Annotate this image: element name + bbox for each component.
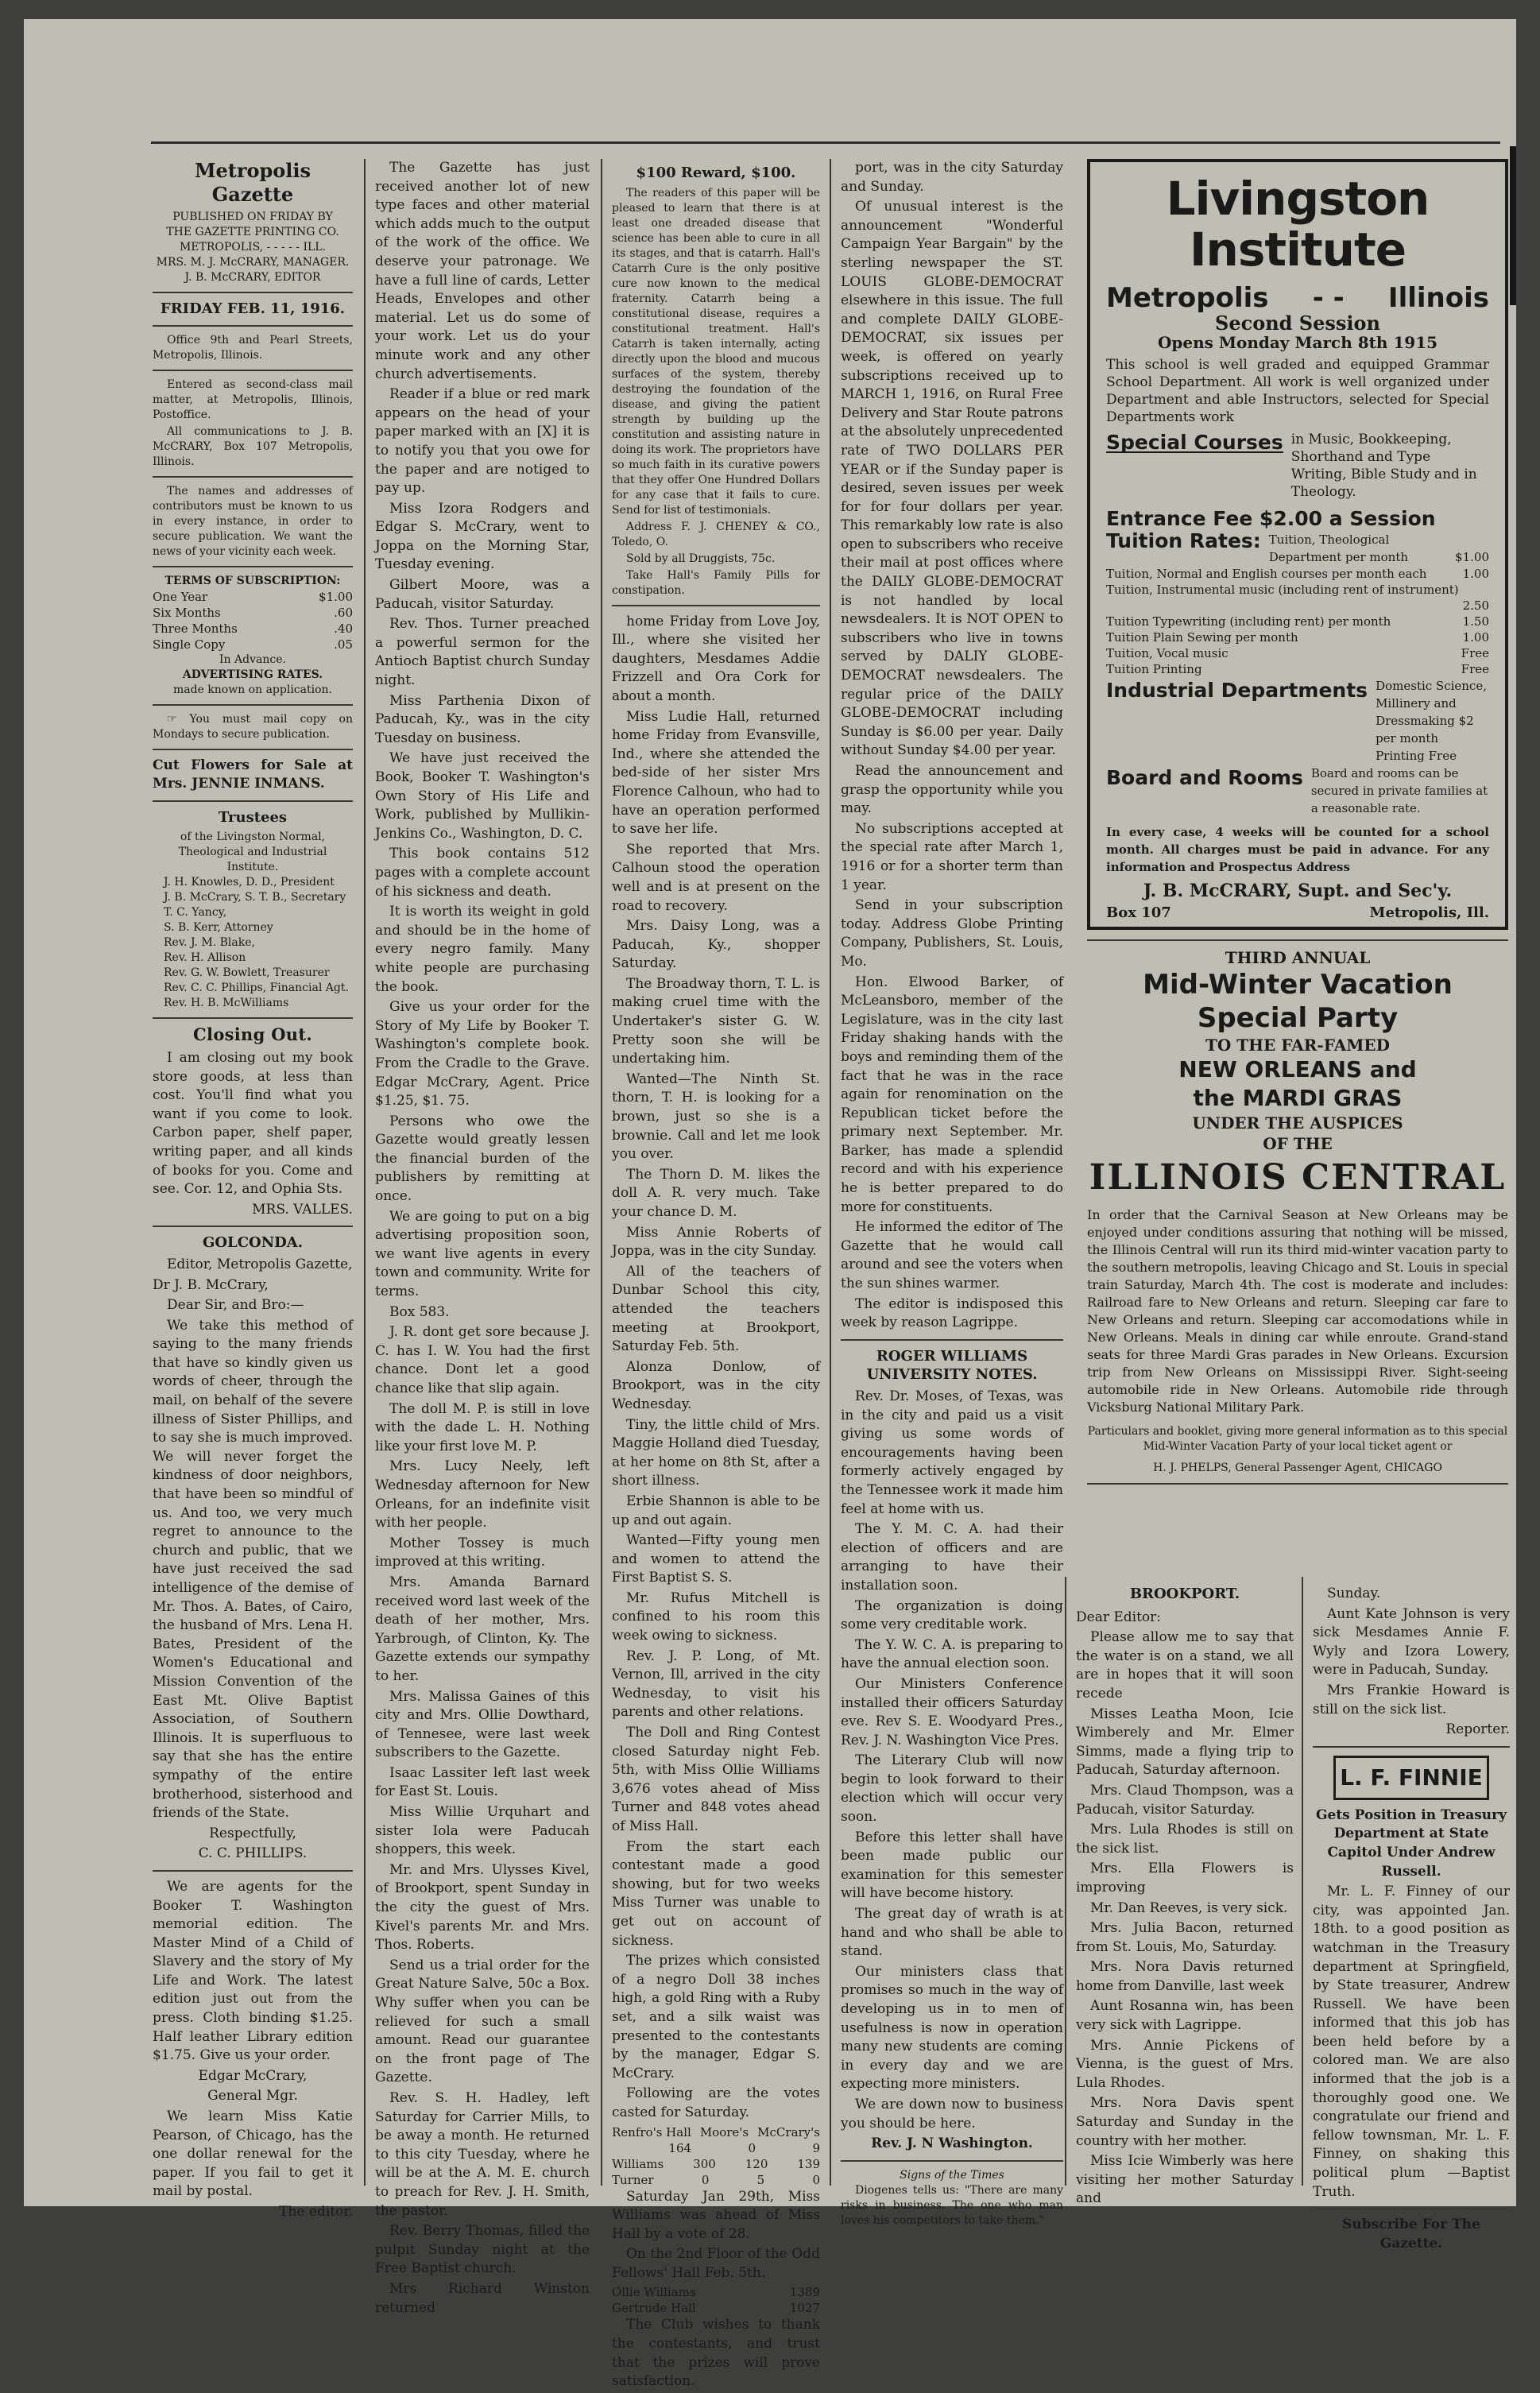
divider: [1087, 1483, 1508, 1485]
terms-table: [153, 589, 353, 652]
col4-paragraphs: [841, 159, 1063, 1333]
column-rule: [1302, 1577, 1303, 2186]
institute-intro: This school is well graded and equipped Grammar School Department. All work is well organized under Department and able Instructors, selected for Special Departments work: [1106, 357, 1489, 425]
livingston-institute-ad: [1087, 159, 1508, 930]
paragraph: Please allow me to say that the water is on a stand, we all are in hopes that it will soon recede: [1076, 1629, 1294, 1702]
board-and-rooms: Board and Rooms Board and rooms can be secured in private families at a reasonable rate.: [1106, 766, 1488, 815]
newspaper-page: [24, 19, 1516, 2390]
paragraph: Read the announcement and grasp the opportunity while you may.: [841, 763, 1063, 817]
golconda-title: GOLCONDA.: [202, 1234, 303, 1252]
paragraph: This book contains 512 pages with a complete account of his sickness and death.: [375, 846, 590, 900]
contributor-notice: The names and addresses of contributors must be known to us in every instance, in order to secure publication. We want the news of your vicinity each week.: [153, 484, 353, 558]
paragraph: Miss Parthenia Dixon of Paducah, Ky., was in the city Tuesday on business.: [375, 692, 590, 746]
divider: [153, 704, 353, 706]
special-courses: Special Courses in Music, Bookkeeping, Shorthand and Type Writing, Bible Study and in Theology.: [1106, 431, 1477, 500]
pearson-notice: We learn Miss Katie Pearson, of Chicago, has the one dollar renewal for the paper. If you fail to get it mail by postal.: [153, 2108, 353, 2200]
particulars: Particulars and booklet, giving more general information as to this special Mid-Winter Vacation Party of your local ticket agent or: [1087, 1425, 1508, 1453]
paragraph: Mrs. Nora Davis spent Saturday and Sunday in the country with her mother.: [1076, 2095, 1294, 2149]
list-item: Rev. G. W. Bowlett, Treasurer: [164, 966, 330, 980]
vacation-to: TO THE FAR-FAMED: [1205, 1036, 1390, 1055]
table-row: Williams 300 120 139: [612, 2156, 820, 2171]
paragraph: Hon. Elwood Barker, of McLeansboro, member of the Legislature, was in the city last Friday shaking hands with the boys and reminding them of the fact that he was in the race again for renomination on the Republican ticket before the primary next September. Mr. Barker, has made a splendid record and with his experience he is better prepared to do more for constituents.: [841, 974, 1063, 1215]
divider: [153, 1017, 353, 1019]
list-item: Rev. C. C. Phillips, Financial Agt.: [164, 982, 349, 995]
reward-text: The readers of this paper will be pleased to learn that there is at least one dreaded disease that science has been able to cure in all its stages, and that is catarrh. Hall's Catarrh Cure is the only positive cure now known to the medical fraternity. Catarrh being a constitutional disease, requires a constitutional treatment. Hall's Catarrh is taken internally, acting directly upon the blood and mucous surfaces of the system, thereby destroying the foundation of the disease, and giving the patient strength by building up the constitution and assisting nature in doing its work. The proprietors have so much faith in its curative powers that they offer One Hundred Dollars for any case that it fails to cure. Send for list of testimonials.: [612, 186, 820, 517]
rate-row: Tuition, Instrumental music (including rent of instrument): [1106, 583, 1459, 597]
institute-city: Metropolis - - Illinois: [1106, 282, 1489, 314]
paragraph: Mrs. Julia Bacon, returned from St. Louis, Mo, Saturday.: [1076, 1920, 1294, 1955]
entered-notice: Entered as second-class mail matter, at Metropolis, Illinois, Postoffice.: [153, 378, 353, 421]
finnie-title: L. F. FINNIE: [1333, 1756, 1489, 1800]
terms-row: One Year $1.00: [153, 589, 353, 604]
in-advance: In Advance.: [219, 652, 286, 666]
column-3: [612, 159, 820, 2393]
golconda-text: We take this method of saying to the many friends that have so kindly given us words of cheer, through the mail, on behalf of the severe illness of Sister Phillips, and to say she is much improved. We will never forget the kindness of door neighbors, that have been so mindful of us. And too, we very much regret to announce to the church and public, that we have just received the sad intelligence of the demise of Mr. Thos. A. Bates, of Cairo, the husband of Mrs. Lena H. Bates, President of the Women's Educational and Mission Convention of the East Mt. Olive Baptist Association, of Southern Illinois. It is superfluous to say that she has the entire sympathy of the entire brotherhood, sisterhood and friends of the State.: [153, 1317, 353, 1822]
paragraph: The great day of wrath is at hand and who shall be able to stand.: [841, 1906, 1063, 1960]
paragraph: Misses Leatha Moon, Icie Wimberely and Mr. Elmer Simms, made a flying trip to Paducah, Saturday afternoon.: [1076, 1706, 1294, 1779]
paragraph: Alonza Donlow, of Brookport, was in the city Wednesday.: [612, 1358, 820, 1412]
paragraph: The Y. M. C. A. had their election of officers and are arranging to have their installation soon.: [841, 1521, 1063, 1593]
paragraph: port, was in the city Saturday and Sunday.: [841, 160, 1063, 195]
address-notice: All communications to J. B. McCRARY, Box 107 Metropolis, Illinois.: [153, 424, 353, 468]
masthead-publisher: THE GAZETTE PRINTING CO.: [166, 226, 339, 238]
paragraph: Our ministers class that promises so much in the way of developing us in to men of usefulness is now in operation many new students are coming in every day and we are expecting more ministers.: [841, 1963, 1063, 2093]
pointing-hand-icon: ☞: [167, 712, 190, 726]
paragraph: The Thorn D. M. likes the doll A. R. very much. Take your chance D. M.: [612, 1166, 820, 1220]
paragraph: Wanted—The Ninth St. thorn, T. H. is looking for a brown, just so she is a brownie. Call and let me look you over.: [612, 1071, 820, 1163]
masthead-manager: MRS. M. J. McCRARY, MANAGER.: [156, 256, 350, 269]
masthead-title: Metropolis Gazette: [194, 159, 311, 206]
column-1: [153, 159, 353, 2224]
paragraph: Give us your order for the Story of My Life by Booker T. Washington's complete book. From the Cradle to the Grave. Edgar McCrary, Agent. Price $1.25, $1. 75.: [375, 999, 590, 1109]
divider: [153, 800, 353, 802]
paragraph: home Friday from Love Joy, Ill., where she visited her daughters, Mesdames Addie Frizzell and Ora Cork for about a month.: [612, 613, 820, 704]
flowers-ad: Cut Flowers for Sale at Mrs. JENNIE INMANS.: [153, 757, 353, 792]
paragraph: The editor is indisposed this week by reason Lagrippe.: [841, 1295, 1063, 1331]
divider: [841, 2160, 1063, 2162]
paragraph: Following are the votes casted for Saturday.: [612, 2085, 820, 2120]
paragraph: Before this letter shall have been made public our examination for this semester will have become history.: [841, 1829, 1063, 1902]
paragraph: Mrs. Daisy Long, was a Paducah, Ky., shopper Saturday.: [612, 918, 820, 972]
table-row: Gertrude Hall 1027: [612, 2301, 820, 2316]
annual: THIRD ANNUAL: [1225, 948, 1371, 967]
paragraph: We are going to put on a big advertising proposition soon, we want live agents in every town and community. Write for terms.: [375, 1208, 590, 1300]
list-item: T. C. Yancy,: [164, 906, 227, 920]
paragraph: Aunt Kate Johnson is very sick Mesdames Annie F. Wyly and Izora Lowery, were in Paducah, Sunday.: [1313, 1605, 1510, 1679]
industrial-departments: Industrial Departments Domestic Science, Millinery and Dressmaking $2 per month Printing Free: [1106, 679, 1487, 763]
paragraph: Mr. Rufus Mitchell is confined to his room this week owing to sickness.: [612, 1590, 820, 1644]
of-the: OF THE: [1263, 1134, 1333, 1153]
rate-row: Tuition, Vocal music Free: [1106, 646, 1489, 660]
rate-row: Tuition Plain Sewing per month 1.00: [1106, 630, 1489, 645]
odd-fellows: On the 2nd Floor of the Odd Fellows' Hall Feb. 5th.: [612, 2246, 820, 2281]
golconda-salute: Editor, Metropolis Gazette,: [167, 1256, 353, 1272]
agents-notice: We are agents for the Booker T. Washington memorial edition. The Master Mind of a Child of Slavery and the story of My Life and Work. The latest edition just out from the press. Cloth binding $1.25. Half leather Library edition $1.75. Give us your order.: [153, 1878, 353, 2064]
paragraph: No subscriptions accepted at the special rate after March 1, 1916 or for a shorter term than 1 year.: [841, 820, 1063, 893]
list-item: J. B. McCrary, S. T. B., Secretary: [164, 891, 346, 904]
divider: [153, 292, 353, 293]
paragraph: The Y. W. C. A. is preparing to have the annual election soon.: [841, 1636, 1063, 1672]
divider: [153, 749, 353, 750]
rate-row: Tuition Typewriting (including rent) per month 1.50: [1106, 614, 1489, 629]
paragraph: Tiny, the little child of Mrs. Maggie Holland died Tuesday, at her home on 8th St, after a short illness.: [612, 1416, 820, 1489]
paragraph: It is worth its weight in gold and should be in the home of every negro family. Many white people are purchasing the book.: [375, 904, 590, 995]
paragraph: The prizes which consisted of a negro Doll 38 inches high, a gold Ring with a Ruby set, and a silk waist was presented to the contestants by the manager, Edgar S. McCrary.: [612, 1953, 820, 2081]
paragraph: Rev. Berry Thomas, filled the pulpit Sunday night at the Free Baptist church.: [375, 2223, 590, 2277]
terms-title: TERMS OF SUBSCRIPTION:: [164, 574, 341, 587]
pearson-sign: The editor.: [279, 2204, 353, 2220]
paragraph: Mrs Frankie Howard is still on the sick list.: [1313, 1682, 1510, 1717]
opens-date: Opens Monday March 8th 1915: [1157, 333, 1438, 352]
brookport-title: BROOKPORT.: [1129, 1586, 1240, 1602]
masthead-editor: J. B. McCRARY, EDITOR: [184, 271, 321, 284]
paragraph: The Broadway thorn, T. L. is making cruel time with the Undertaker's sister G. W. Pretty soon she will be undertaking him.: [612, 975, 820, 1067]
masthead-place: METROPOLIS, - - - - - ILL.: [179, 241, 327, 254]
signs-title: Signs of the Times: [900, 2168, 1004, 2182]
list-item: J. H. Knowles, D. D., President: [164, 876, 335, 889]
paragraph: Reader if a blue or red mark appears on the head of your paper marked with an [X] it is to notify you that you owe for the paper and are notiged to pay up.: [375, 386, 590, 497]
paragraph: Rev. J. P. Long, of Mt. Vernon, Ill, arrived in the city Wednesday, to visit his parents and other relations.: [612, 1648, 820, 1721]
table-row: Renfro's Hall Moore's McCrary's: [612, 2124, 820, 2139]
divider: [841, 1339, 1063, 1341]
paragraph: Miss Ludie Hall, returned home Friday from Evansville, Ind., where she attended the bed-side of her sister Mrs Florence Calhoun, who had to have an operation performed to save her life.: [612, 708, 820, 838]
paragraph: Sunday.: [1327, 1586, 1381, 1601]
column-rule: [601, 159, 602, 2186]
brookport-dear: Dear Editor:: [1076, 1609, 1162, 1625]
column-6-lower: [1313, 1585, 1510, 2255]
divider: [153, 1870, 353, 1872]
roger-williams-title: ROGER WILLIAMS UNIVERSITY NOTES.: [866, 1347, 1038, 1384]
paragraph: Send in your subscription today. Address Globe Printing Company, Publishers, St. Louis, Mo.: [841, 897, 1063, 970]
finnie-headline: Gets Position in Treasury Department at State Capitol Under Andrew Russell.: [1315, 1806, 1507, 1880]
golconda-dear: Dear Sir, and Bro:—: [167, 1297, 304, 1314]
auspices: UNDER THE AUSPICES: [1192, 1113, 1403, 1133]
divider: [1087, 939, 1508, 941]
divider: [153, 566, 353, 567]
divider: [153, 476, 353, 478]
trustees-intro: of the Livingston Normal, Theological and Industrial Institute.: [178, 831, 327, 874]
divider: [153, 370, 353, 371]
paragraph: Gilbert Moore, was a Paducah, visitor Saturday.: [375, 577, 590, 612]
rate-row: Tuition, Normal and English courses per month each 1.00: [1106, 567, 1489, 581]
list-item: S. B. Kerr, Attorney: [164, 921, 273, 935]
paragraph: Our Ministers Conference installed their officers Saturday eve. Rev S. E. Woodyard Pres., Rev. J. N. Washington Vice Pres.: [841, 1675, 1063, 1748]
reward-title: $100 Reward, $100.: [636, 165, 796, 181]
paragraph: Mrs Richard Winston returned: [375, 2280, 590, 2316]
institute-footer: Box 107 Metropolis, Ill.: [1106, 904, 1489, 921]
signs-text: Diogenes tells us: "There are many risks in business. The one who man loves his competitors to take them.": [841, 2183, 1063, 2227]
table-row: Ollie Williams 1389: [612, 2285, 820, 2300]
roger-paragraphs: [841, 1388, 1063, 2133]
issue-date: FRIDAY FEB. 11, 1916.: [160, 300, 346, 317]
paragraph: Miss Willie Urquhart and sister Iola were Paducah shoppers, this week.: [375, 1804, 590, 1858]
reward-sold: Sold by all Druggists, 75c.: [626, 552, 776, 565]
column-2: [375, 159, 590, 2319]
column-rule: [830, 159, 831, 2186]
top-rule: [151, 141, 1500, 144]
votes-table: [612, 2124, 820, 2188]
paragraph: Mrs. Annie Pickens of Vienna, is the guest of Mrs. Lula Rhodes.: [1076, 2037, 1294, 2091]
paragraph: Mr. Dan Reeves, is very sick.: [1090, 1899, 1288, 1916]
paragraph: Mrs. Ella Flowers is improving: [1076, 1861, 1294, 1895]
illinois-central: ILLINOIS CENTRAL: [1089, 1157, 1507, 1198]
paragraph: Of unusual interest is the announcement "Wonderful Campaign Year Bargain" by the sterling newspaper the ST. LOUIS GLOBE-DEMOCRAT elsewhere in this issue. The full and complete DAILY GLOBE-DEMOCRAT, six issues per week, is offered on yearly subscriptions received up to MARCH 1, 1916, on Rural Free Delivery and Star Route patrons at the absolutely unprecedented rate of TWO DOLLARS PER YEAR or if the Sunday paper is desired, seven issues per week for for four dollars per year. This remarkably low rate is also open to subscribers who receive their mail at post offices where the DAILY GLOBE-DEMOCRAT is not handled by local newsdealers. It is NOT OPEN to subscribers who live in towns served by DALIY GLOBE-DEMOCRAT newsdealers. The regular price of the DAILY GLOBE-DEMOCRAT including Sunday is $6.00 per year. Daily without Sunday $4.00 per year.: [841, 199, 1063, 759]
mail-copy-notice: ☞ You must mail copy on Mondays to secure publication.: [153, 712, 353, 741]
divider: [1313, 2208, 1510, 2209]
paragraph: The Gazette has just received another lot of new type faces and other material which adds much to the output of the work of the office. We deserve your patronage. We have a full line of cards, Letter Heads, Envelopes and other material. Let us do some of your work. Let us do your minute work and any other church advertisements.: [375, 160, 590, 382]
rate-row: Tuition Printing Free: [1106, 662, 1489, 676]
paragraph: Mrs. Claud Thompson, was a Paducah, visitor Saturday.: [1076, 1782, 1294, 1818]
col6-paragraphs: [1313, 1585, 1510, 1719]
paragraph: She reported that Mrs. Calhoun stood the operation well and is at present on the road to recovery.: [612, 841, 820, 914]
closing-out-text: I am closing out my book store goods, at less than cost. You'll find what you want if you come to look. Carbon paper, shelf paper, writing paper, and all kinds of books for you. Come and see. Cor. 12, and Ophia Sts.: [153, 1049, 353, 1198]
paragraph: Mrs. Lucy Neely, left Wednesday afternoon for New Orleans, for an indefinite visit with her people.: [375, 1458, 590, 1531]
list-item: Rev. J. M. Blake,: [164, 936, 255, 950]
entrance-fee: Entrance Fee $2.00 a Session: [1106, 507, 1436, 530]
paragraph: Send us a trial order for the Great Nature Salve, 50c a Box. Why suffer when you can be relieved for such a small amount. Read our guarantee on the front page of The Gazette.: [375, 1957, 590, 2086]
closing-out-title: Closing Out.: [193, 1024, 312, 1045]
paragraph: Mrs. Amanda Barnard received word last week of the death of her mother, Mrs. Yarbrough, of Clinton, Ky. The Gazette extends our sympathy to her.: [375, 1574, 590, 1684]
paragraph: Aunt Rosanna win, has been very sick with Lagrippe.: [1076, 1998, 1294, 2034]
vacation-body: In order that the Carnival Season at New Orleans may be enjoyed under conditions assuring that nothing will be missed, the Illinois Central will run its third mid-winter vacation party to the southern metropolis, leaving Chicago and St. Louis in special train Saturday, March 4th. The cost is moderate and includes: Railroad fare to New Orleans and return. Sleeping car fare to New Orleans and return. Sleeping car accomodations while in New Orleans. Meals in dining car while enroute. Grand-stand seats for three Mardi Gras parades in New Orleans. Excursion trip from New Orleans on Mississippi River. Sight-seeing automobile ride in New Orleans. Automobile ride through Vicksburg National Military Park.: [1087, 1207, 1508, 1415]
tuition-rates: Tuition Rates: Tuition, Theological Department per month $1.00: [1106, 529, 1489, 564]
column-rule: [364, 159, 366, 2186]
terms-row: Single Copy .05: [153, 637, 353, 652]
paragraph: The Doll and Ring Contest closed Saturday night Feb. 5th, with Miss Ollie Williams 3,676 votes ahead of Miss Turner and 848 votes ahead of Miss Hall.: [612, 1725, 820, 1834]
column-rule: [1065, 1577, 1066, 2186]
adv-rates-note: made known on application.: [172, 683, 332, 696]
paragraph: J. R. dont get sore because J. C. has I. W. You had the first chance. Dont let a good chance like that slip again.: [375, 1324, 590, 1396]
golconda-sign: C. C. PHILLIPS.: [198, 1845, 308, 1862]
roger-sign: Rev. J. N Washington.: [871, 2136, 1033, 2152]
reporter: Reporter.: [1445, 1721, 1510, 1738]
paragraph: Miss Icie Wimberly was here visiting her mother Saturday and: [1076, 2153, 1294, 2207]
divider: [1313, 1746, 1510, 1748]
paragraph: Rev. Dr. Moses, of Texas, was in the city and paid us a visit giving us some words of encouragements having been formerly actively engaged by the Tennessee work it made him feel at home with us.: [841, 1388, 1063, 1517]
paragraph: Mr. and Mrs. Ulysses Kivel, of Brookport, spent Sunday in the city the guest of Mrs. Kivel's parents Mr. and Mrs. Thos. Roberts.: [375, 1861, 590, 1954]
totals-table: [612, 2284, 820, 2316]
masthead-published: PUBLISHED ON FRIDAY BY: [172, 211, 333, 223]
paragraph: Isaac Lassiter left last week for East St. Louis.: [375, 1764, 590, 1800]
list-item: Rev. H. Allison: [164, 951, 246, 965]
paragraph: All of the teachers of Dunbar School this city, attended the teachers meeting at Brookport, Saturday Feb. 5th.: [612, 1263, 820, 1355]
paragraph: Persons who owe the Gazette would greatly lessen the financial burden of the publishers by remitting at once.: [375, 1113, 590, 1205]
column-4: [841, 159, 1063, 2230]
rate-row: 2.50: [1462, 598, 1489, 613]
passenger-agent: H. J. PHELPS, General Passenger Agent, CHICAGO: [1153, 1462, 1442, 1474]
paragraph: Erbie Shannon is able to be up and out again.: [612, 1493, 820, 1528]
destination-1: NEW ORLEANS and: [1178, 1056, 1417, 1082]
reward-pills: Take Hall's Family Pills for constipation.: [612, 568, 820, 597]
terms-row: Three Months .40: [153, 621, 353, 636]
golconda-to: Dr J. B. McCrary,: [153, 1276, 269, 1293]
subscribe-notice: Subscribe For The Gazette.: [1342, 2217, 1480, 2252]
destination-2: the MARDI GRAS: [1193, 1085, 1403, 1111]
adv-rates-title: ADVERTISING RATES.: [182, 668, 323, 681]
terms-row: Six Months .60: [153, 605, 353, 620]
paragraph: Miss Izora Rodgers and Edgar S. McCrary, went to Joppa on the Morning Star, Tuesday evening.: [375, 500, 590, 573]
trustees-list: [153, 875, 353, 1011]
paragraph: Mother Tossey is much improved at this writing.: [375, 1535, 590, 1570]
paragraph: Rev. Thos. Turner preached a powerful sermon for the Antioch Baptist church Sunday night.: [375, 616, 590, 689]
closing-out-sign: MRS. VALLES.: [252, 1201, 353, 1218]
club-thanks: The Club wishes to thank the contestants, and trust that the prizes will prove satisfaction.: [612, 2317, 820, 2390]
list-item: Rev. H. B. McWilliams: [164, 997, 289, 1010]
vacation-title: Mid-Winter Vacation Special Party: [1143, 969, 1453, 1034]
institute-title: Livingston Institute: [1166, 172, 1430, 277]
reward-address: Address F. J. CHENEY & CO., Toledo, O.: [612, 520, 820, 548]
brookport-column: [1076, 1585, 1294, 2210]
edge-mark: [1510, 146, 1516, 305]
paragraph: Mrs. Nora Davis returned home from Danville, last week: [1076, 1959, 1294, 1994]
paragraph: Wanted—Fifty young men and women to attend the First Baptist S. S.: [612, 1532, 820, 1586]
paragraph: We are down now to business you should be here.: [841, 2096, 1063, 2132]
session: Second Session: [1214, 312, 1380, 335]
mid-winter-vacation-ad: [1087, 933, 1508, 1491]
divider: [153, 1226, 353, 1227]
agents-title: General Mgr.: [207, 2088, 298, 2105]
office-address: Office 9th and Pearl Streets, Metropolis, Illinois.: [153, 333, 353, 362]
trustees-title: Trustees: [218, 808, 288, 826]
paragraph: The Literary Club will now begin to look forward to their election which will occur very soon.: [841, 1752, 1063, 1826]
after-votes: Saturday Jan 29th, Miss Williams was ahead of Miss Hall by a vote of 28.: [612, 2188, 820, 2242]
finnie-text: Mr. L. F. Finney of our city, was appointed Jan. 18th. to a good position as watchman in the Treasury department at Springfield, by State treasurer, Andrew Russell. We have been informed that this job has been held before by a colored man. We are also informed that the job is a thoroughly good one. We congratulate our friend and fellow townsman, Mr. L. F. Finney, on shaking this political plum —Baptist Truth.: [1313, 1884, 1510, 2200]
table-row: Turner 0 5 0: [612, 2172, 820, 2187]
divider: [153, 325, 353, 327]
paragraph: Box 583.: [389, 1303, 450, 1320]
paragraph: From the start each contestant made a good showing, but for two weeks Miss Turner was unable to get out on account of sickness.: [612, 1838, 820, 1949]
institute-notice: In every case, 4 weeks will be counted for a school month. All charges must be paid in advance. For any information and Prospectus Address: [1106, 825, 1489, 874]
divider: [612, 605, 820, 606]
paragraph: The organization is doing some very creditable work.: [841, 1597, 1063, 1633]
paragraph: The doll M. P. is still in love with the dade L. H. Nothing like your first love M. P.: [375, 1400, 590, 1454]
paragraph: Mrs. Malissa Gaines of this city and Mrs. Ollie Dowthard, of Tennesee, were last week subscribers to the Gazette.: [375, 1688, 590, 1761]
brookport-paragraphs: [1076, 1628, 1294, 2209]
paragraph: Mrs. Lula Rhodes is still on the sick list.: [1076, 1822, 1294, 1857]
institute-sign: J. B. McCRARY, Supt. and Sec'y.: [1143, 881, 1453, 901]
table-row: 164 0 9: [668, 2140, 820, 2155]
rates-list: [1106, 566, 1489, 677]
golconda-respectfully: Respectfully,: [209, 1825, 296, 1841]
paragraph: He informed the editor of The Gazette that he would call around and see the voters when the sun shines warmer.: [841, 1219, 1063, 1292]
paragraph: We have just received the Book, Booker T. Washington's Own Story of His Life and Work, published by Mullikin-Jenkins Co., Washington, D. C.: [375, 750, 590, 842]
paragraph: Miss Annie Roberts of Joppa, was in the city Sunday.: [612, 1224, 820, 1260]
paragraph: Rev. S. H. Hadley, left Saturday for Carrier Mills, to be away a month. He returned to this city Tuesday, where he will be at the A. M. E. church to preach for Rev. J. H. Smith, the pastor.: [375, 2089, 590, 2219]
agents-sign: Edgar McCrary,: [198, 2067, 308, 2084]
col3-paragraphs: [612, 613, 820, 2123]
